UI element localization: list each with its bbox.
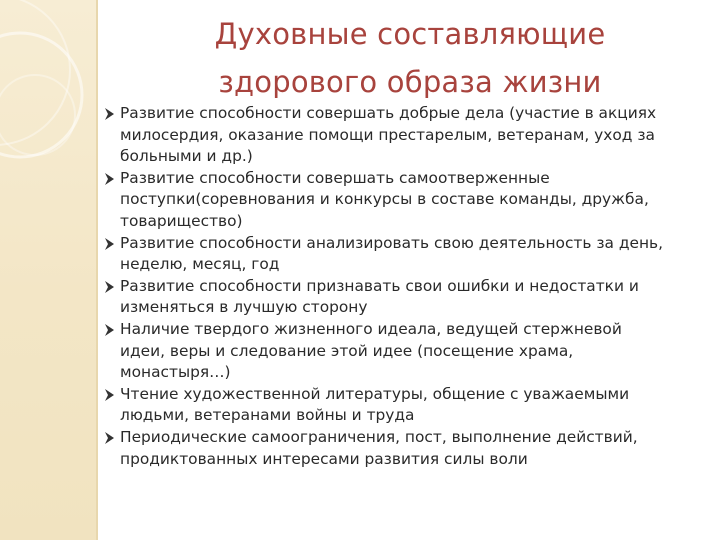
list-item: [104, 168, 670, 233]
list-item-text: Наличие твердого жизненного идеала, ведущей стержневой идеи, веры и следование этой идее (посещение храма, монастыря…): [120, 319, 622, 382]
list-item: [104, 319, 670, 384]
decorative-circles: [0, 0, 96, 180]
arrow-bullet-icon: [104, 280, 115, 294]
bullet-list: [104, 103, 670, 470]
list-item: [104, 384, 670, 427]
title-line-2: здорового образа жизни: [218, 65, 602, 99]
arrow-bullet-icon: [104, 431, 115, 445]
list-item: [104, 233, 670, 276]
list-item-text: Развитие способности анализировать свою деятельность за день, неделю, месяц, год: [120, 233, 663, 274]
arrow-bullet-icon: [104, 323, 115, 337]
list-item: [104, 276, 670, 319]
slide-title: [130, 10, 690, 106]
list-item-text: Чтение художественной литературы, общение с уважаемыми людьми, ветеранами войны и труда: [120, 384, 630, 425]
title-line-1: Духовные составляющие: [214, 17, 606, 51]
arrow-bullet-icon: [104, 172, 115, 186]
arrow-bullet-icon: [104, 388, 115, 402]
panel-divider: [96, 0, 98, 540]
list-item: [104, 427, 670, 470]
list-item-text: Периодические самоограничения, пост, выполнение действий, продиктованных интересами развития силы воли: [120, 427, 638, 468]
arrow-bullet-icon: [104, 107, 115, 121]
list-item-text: Развитие способности признавать свои ошибки и недостатки и изменяться в лучшую сторону: [120, 276, 639, 317]
list-item-text: Развитие способности совершать самоотверженные поступки(соревнования и конкурсы в составе команды, дружба, товарищество): [120, 168, 649, 230]
list-item-text: Развитие способности совершать добрые дела (участие в акциях милосердия, оказание помощи престарелым, ветеранам, уход за больными и др.): [120, 104, 657, 166]
list-item: [104, 103, 670, 168]
arrow-bullet-icon: [104, 237, 115, 251]
